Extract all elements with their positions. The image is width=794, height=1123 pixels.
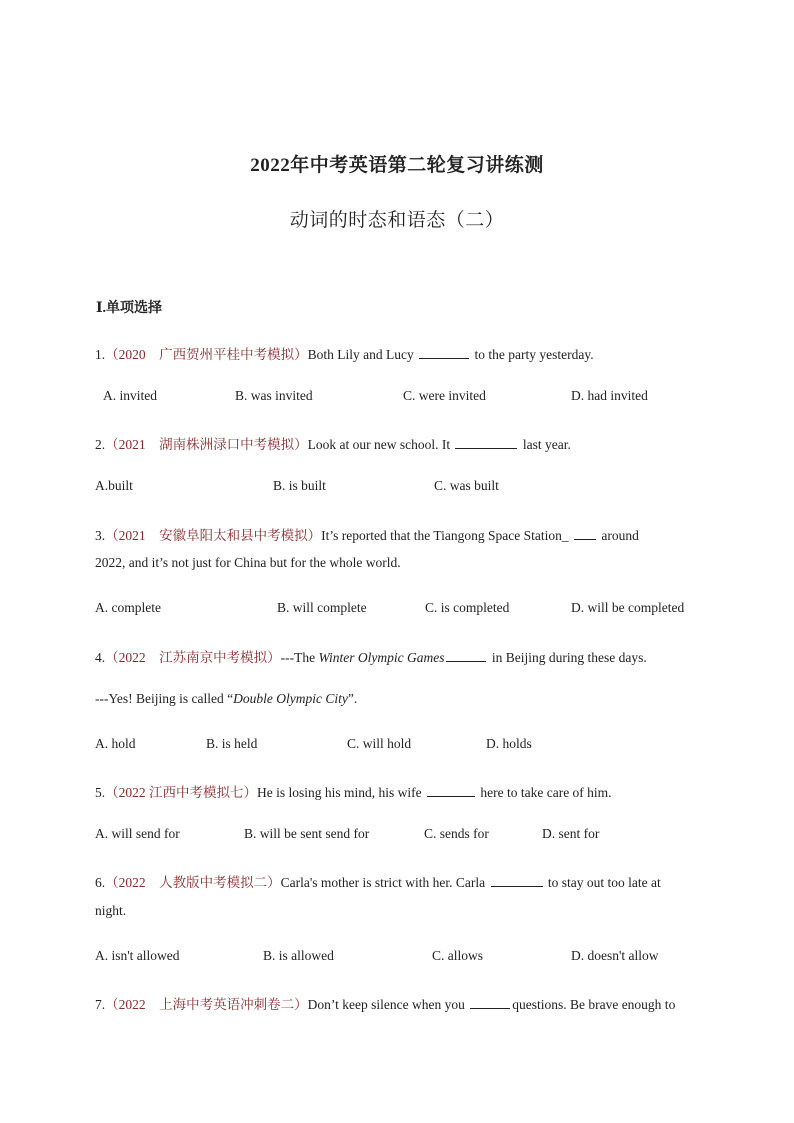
answer-blank xyxy=(427,795,475,797)
option-a: A. hold xyxy=(95,736,136,751)
option-a: A. complete xyxy=(95,600,161,615)
option-a: A. will send for xyxy=(95,826,180,841)
question-5: 5.（2022 江西中考模拟七）He is losing his mind, his wife here to take care of him. xyxy=(95,785,612,800)
answer-blank xyxy=(455,447,517,449)
question-number: 2. xyxy=(95,437,106,452)
section-heading: Ⅰ.单项选择 xyxy=(96,301,163,316)
question-4-line-2: ---Yes! Beijing is called “Double Olympic City”. xyxy=(95,691,358,706)
option-d: D. holds xyxy=(486,736,532,751)
option-c: C. sends for xyxy=(424,826,489,841)
question-3: 3.（2021 安徽阜阳太和县中考模拟）It’s reported that the Tiangong Space Station_ around xyxy=(95,528,639,543)
question-6-line-2: night. xyxy=(95,903,127,918)
option-c: C. allows xyxy=(432,948,484,963)
option-d: D. doesn't allow xyxy=(571,948,659,963)
answer-blank xyxy=(470,1007,510,1009)
option-b: B. will be sent send for xyxy=(244,826,370,841)
document-title: 2022年中考英语第二轮复习讲练测 xyxy=(250,155,544,176)
option-a: A.built xyxy=(95,478,133,493)
option-b: B. will complete xyxy=(277,600,367,615)
question-2: 2.（2021 湖南株洲渌口中考模拟）Look at our new school. It last year. xyxy=(95,437,571,452)
option-d: D. will be completed xyxy=(571,600,685,615)
question-7: 7.（2022 上海中考英语冲刺卷二）Don’t keep silence when you questions. Be brave enough to xyxy=(95,997,676,1012)
option-a: A. isn't allowed xyxy=(95,948,180,963)
question-source: （2021 安徽阜阳太和县中考模拟） xyxy=(105,528,322,543)
question-source: （2022 江西中考模拟七） xyxy=(105,785,257,800)
option-c: C. was built xyxy=(434,478,499,493)
option-d: D. had invited xyxy=(571,388,648,403)
option-c: C. will hold xyxy=(347,736,412,751)
question-number: 6. xyxy=(95,875,106,890)
question-6: 6.（2022 人教版中考模拟二）Carla's mother is strict with her. Carla to stay out too late at xyxy=(95,875,661,890)
question-source: （2020 广西贺州平桂中考模拟） xyxy=(105,347,308,362)
answer-blank xyxy=(491,885,543,887)
question-number: 5. xyxy=(95,785,106,800)
option-d: D. sent for xyxy=(542,826,600,841)
answer-blank xyxy=(446,660,486,662)
question-source: （2022 人教版中考模拟二） xyxy=(105,875,281,890)
question-number: 1. xyxy=(95,347,106,362)
option-c: C. were invited xyxy=(403,388,486,403)
question-number: 4. xyxy=(95,650,106,665)
question-number: 3. xyxy=(95,528,106,543)
answer-blank xyxy=(574,538,596,540)
option-c: C. is completed xyxy=(425,600,510,615)
option-b: B. is built xyxy=(273,478,326,493)
option-b: B. is allowed xyxy=(263,948,334,963)
option-b: B. was invited xyxy=(235,388,313,403)
question-3-line-2: 2022, and it’s not just for China but for the whole world. xyxy=(95,555,401,570)
question-source: （2021 湖南株洲渌口中考模拟） xyxy=(105,437,308,452)
question-number: 7. xyxy=(95,997,106,1012)
option-b: B. is held xyxy=(206,736,258,751)
document-subtitle: 动词的时态和语态（二） xyxy=(289,210,505,231)
answer-blank xyxy=(419,357,469,359)
question-source: （2022 上海中考英语冲刺卷二） xyxy=(105,997,308,1012)
question-4: 4.（2022 江苏南京中考模拟）---The Winter Olympic Games in Beijing during these days. xyxy=(95,650,647,665)
option-a: A. invited xyxy=(103,388,157,403)
question-1: 1.（2020 广西贺州平桂中考模拟）Both Lily and Lucy to the party yesterday. xyxy=(95,347,594,362)
question-source: （2022 江苏南京中考模拟） xyxy=(105,650,281,665)
